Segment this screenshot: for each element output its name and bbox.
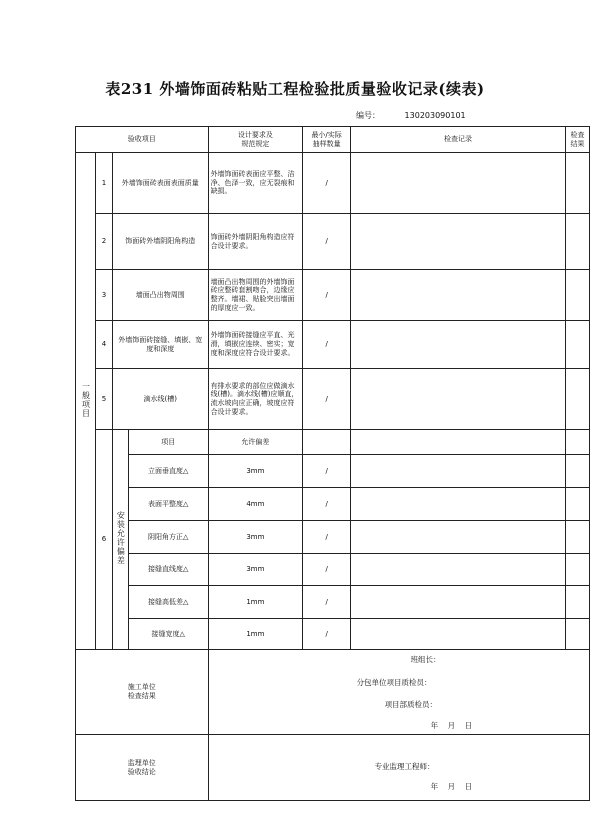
tolerance-item-result[interactable] bbox=[566, 554, 590, 586]
row-result[interactable] bbox=[566, 270, 590, 321]
tolerance-col-result bbox=[566, 430, 590, 455]
document-number-label: 编号： bbox=[356, 111, 380, 120]
table-row bbox=[76, 153, 590, 214]
tolerance-item-result[interactable] bbox=[566, 488, 590, 521]
row-requirement: 饰面砖外墙阴阳角构造应符合设计要求。 bbox=[208, 214, 303, 270]
supervision-label: 监理单位 验收结论 bbox=[76, 735, 209, 801]
tolerance-item-value: 3mm bbox=[208, 554, 303, 586]
row-name: 外墙饰面砖接缝、填嵌、宽度和深度 bbox=[112, 321, 208, 369]
construction-signature-area bbox=[208, 650, 589, 735]
tolerance-item-sample: / bbox=[303, 619, 351, 650]
supervisor-engineer-label: 专业监理工程师： bbox=[374, 762, 435, 771]
row-record[interactable] bbox=[351, 270, 566, 321]
header-sample: 最小/实际 抽样数量 bbox=[303, 127, 351, 153]
sub-inspector-label: 分包单位项目质检员： bbox=[356, 678, 432, 687]
tolerance-item-name: 接缝宽度△ bbox=[128, 619, 208, 650]
tolerance-item-name: 表面平整度△ bbox=[128, 488, 208, 521]
supervision-date: 年 月 日 bbox=[430, 782, 473, 791]
table-row bbox=[76, 488, 590, 521]
row-sample: / bbox=[303, 369, 351, 430]
document-number bbox=[356, 110, 466, 121]
row-sample: / bbox=[303, 270, 351, 321]
tolerance-item-result[interactable] bbox=[566, 455, 590, 488]
row-number: 5 bbox=[95, 369, 112, 430]
tolerance-item-name: 立面垂直度△ bbox=[128, 455, 208, 488]
header-design: 设计要求及 规范规定 bbox=[208, 127, 303, 153]
row-requirement: 墙面凸出物周围的外墙饰面砖应整砖套割吻合，边缘应整齐。墙裙、贴脸突出墙面的厚度应一致。 bbox=[208, 270, 303, 321]
document-number-value: 130203090101 bbox=[404, 111, 466, 120]
tolerance-header-row bbox=[76, 430, 590, 455]
tolerance-item-name: 阴阳角方正△ bbox=[128, 521, 208, 554]
tolerance-item-value: 3mm bbox=[208, 455, 303, 488]
row-result[interactable] bbox=[566, 214, 590, 270]
tolerance-item-record[interactable] bbox=[351, 586, 566, 619]
construction-row bbox=[76, 650, 590, 735]
table-row bbox=[76, 455, 590, 488]
row-requirement: 外墙饰面砖接缝应平直、光滑，填嵌应连续、密实；宽度和深度应符合设计要求。 bbox=[208, 321, 303, 369]
construction-label: 施工单位 检查结果 bbox=[76, 650, 209, 735]
tolerance-item-result[interactable] bbox=[566, 586, 590, 619]
tolerance-item-sample: / bbox=[303, 488, 351, 521]
row-record[interactable] bbox=[351, 321, 566, 369]
page-title: 表231 外墙饰面砖粘贴工程检验批质量验收记录(续表) bbox=[105, 80, 485, 98]
tolerance-item-name: 接缝直线度△ bbox=[128, 554, 208, 586]
tolerance-item-sample: / bbox=[303, 586, 351, 619]
row-number: 6 bbox=[95, 430, 112, 650]
row-number: 1 bbox=[95, 153, 112, 214]
tolerance-item-record[interactable] bbox=[351, 554, 566, 586]
table-row bbox=[76, 586, 590, 619]
row-record[interactable] bbox=[351, 214, 566, 270]
row-requirement: 有排水要求的部位应做滴水线(槽)。滴水线(槽)应顺直，流水坡向应正确，坡度应符合设计要求。 bbox=[208, 369, 303, 430]
row-name: 墙面凸出物周围 bbox=[112, 270, 208, 321]
supervision-signature-area bbox=[208, 735, 589, 801]
table-row bbox=[76, 521, 590, 554]
row-name: 滴水线(槽) bbox=[112, 369, 208, 430]
row-result[interactable] bbox=[566, 153, 590, 214]
supervision-row bbox=[76, 735, 590, 801]
row-result[interactable] bbox=[566, 369, 590, 430]
header-row bbox=[76, 127, 590, 153]
table-row bbox=[76, 369, 590, 430]
row-sample: / bbox=[303, 321, 351, 369]
tolerance-col-sample bbox=[303, 430, 351, 455]
row-sample: / bbox=[303, 214, 351, 270]
inspector-label: 项目部质检员： bbox=[384, 700, 438, 709]
row-result[interactable] bbox=[566, 321, 590, 369]
tolerance-item-record[interactable] bbox=[351, 619, 566, 650]
tolerance-item-value: 1mm bbox=[208, 586, 303, 619]
tolerance-item-name: 接缝高低差△ bbox=[128, 586, 208, 619]
row-number: 3 bbox=[95, 270, 112, 321]
tolerance-col-record bbox=[351, 430, 566, 455]
table-row bbox=[76, 214, 590, 270]
header-record: 检查记录 bbox=[351, 127, 566, 153]
row-requirement: 外墙饰面砖表面应平整、洁净、色泽一致，应无裂痕和缺损。 bbox=[208, 153, 303, 214]
tolerance-item-result[interactable] bbox=[566, 619, 590, 650]
row-record[interactable] bbox=[351, 369, 566, 430]
row-record[interactable] bbox=[351, 153, 566, 214]
tolerance-item-record[interactable] bbox=[351, 521, 566, 554]
tolerance-item-record[interactable] bbox=[351, 488, 566, 521]
construction-date: 年 月 日 bbox=[430, 721, 473, 730]
tolerance-item-value: 1mm bbox=[208, 619, 303, 650]
row-number: 4 bbox=[95, 321, 112, 369]
table-row bbox=[76, 619, 590, 650]
inspection-table bbox=[75, 126, 590, 801]
team-leader-label: 班组长： bbox=[410, 655, 441, 664]
header-result: 检查 结果 bbox=[566, 127, 590, 153]
row-name: 外墙饰面砖表面表面质量 bbox=[112, 153, 208, 214]
table-row bbox=[76, 554, 590, 586]
tolerance-item-sample: / bbox=[303, 521, 351, 554]
tolerance-col-item: 项目 bbox=[128, 430, 208, 455]
row-number: 2 bbox=[95, 214, 112, 270]
general-items-label: 一般项目 bbox=[76, 153, 96, 650]
row-sample: / bbox=[303, 153, 351, 214]
tolerance-item-result[interactable] bbox=[566, 521, 590, 554]
tolerance-item-value: 3mm bbox=[208, 521, 303, 554]
header-item: 验收项目 bbox=[76, 127, 209, 153]
table-row bbox=[76, 270, 590, 321]
tolerance-item-record[interactable] bbox=[351, 455, 566, 488]
tolerance-col-value: 允许偏差 bbox=[208, 430, 303, 455]
tolerance-item-value: 4mm bbox=[208, 488, 303, 521]
row-name: 饰面砖外墙阴阳角构造 bbox=[112, 214, 208, 270]
tolerance-label: 安装允许偏差 bbox=[112, 430, 128, 650]
tolerance-item-sample: / bbox=[303, 554, 351, 586]
tolerance-item-sample: / bbox=[303, 455, 351, 488]
table-row bbox=[76, 321, 590, 369]
